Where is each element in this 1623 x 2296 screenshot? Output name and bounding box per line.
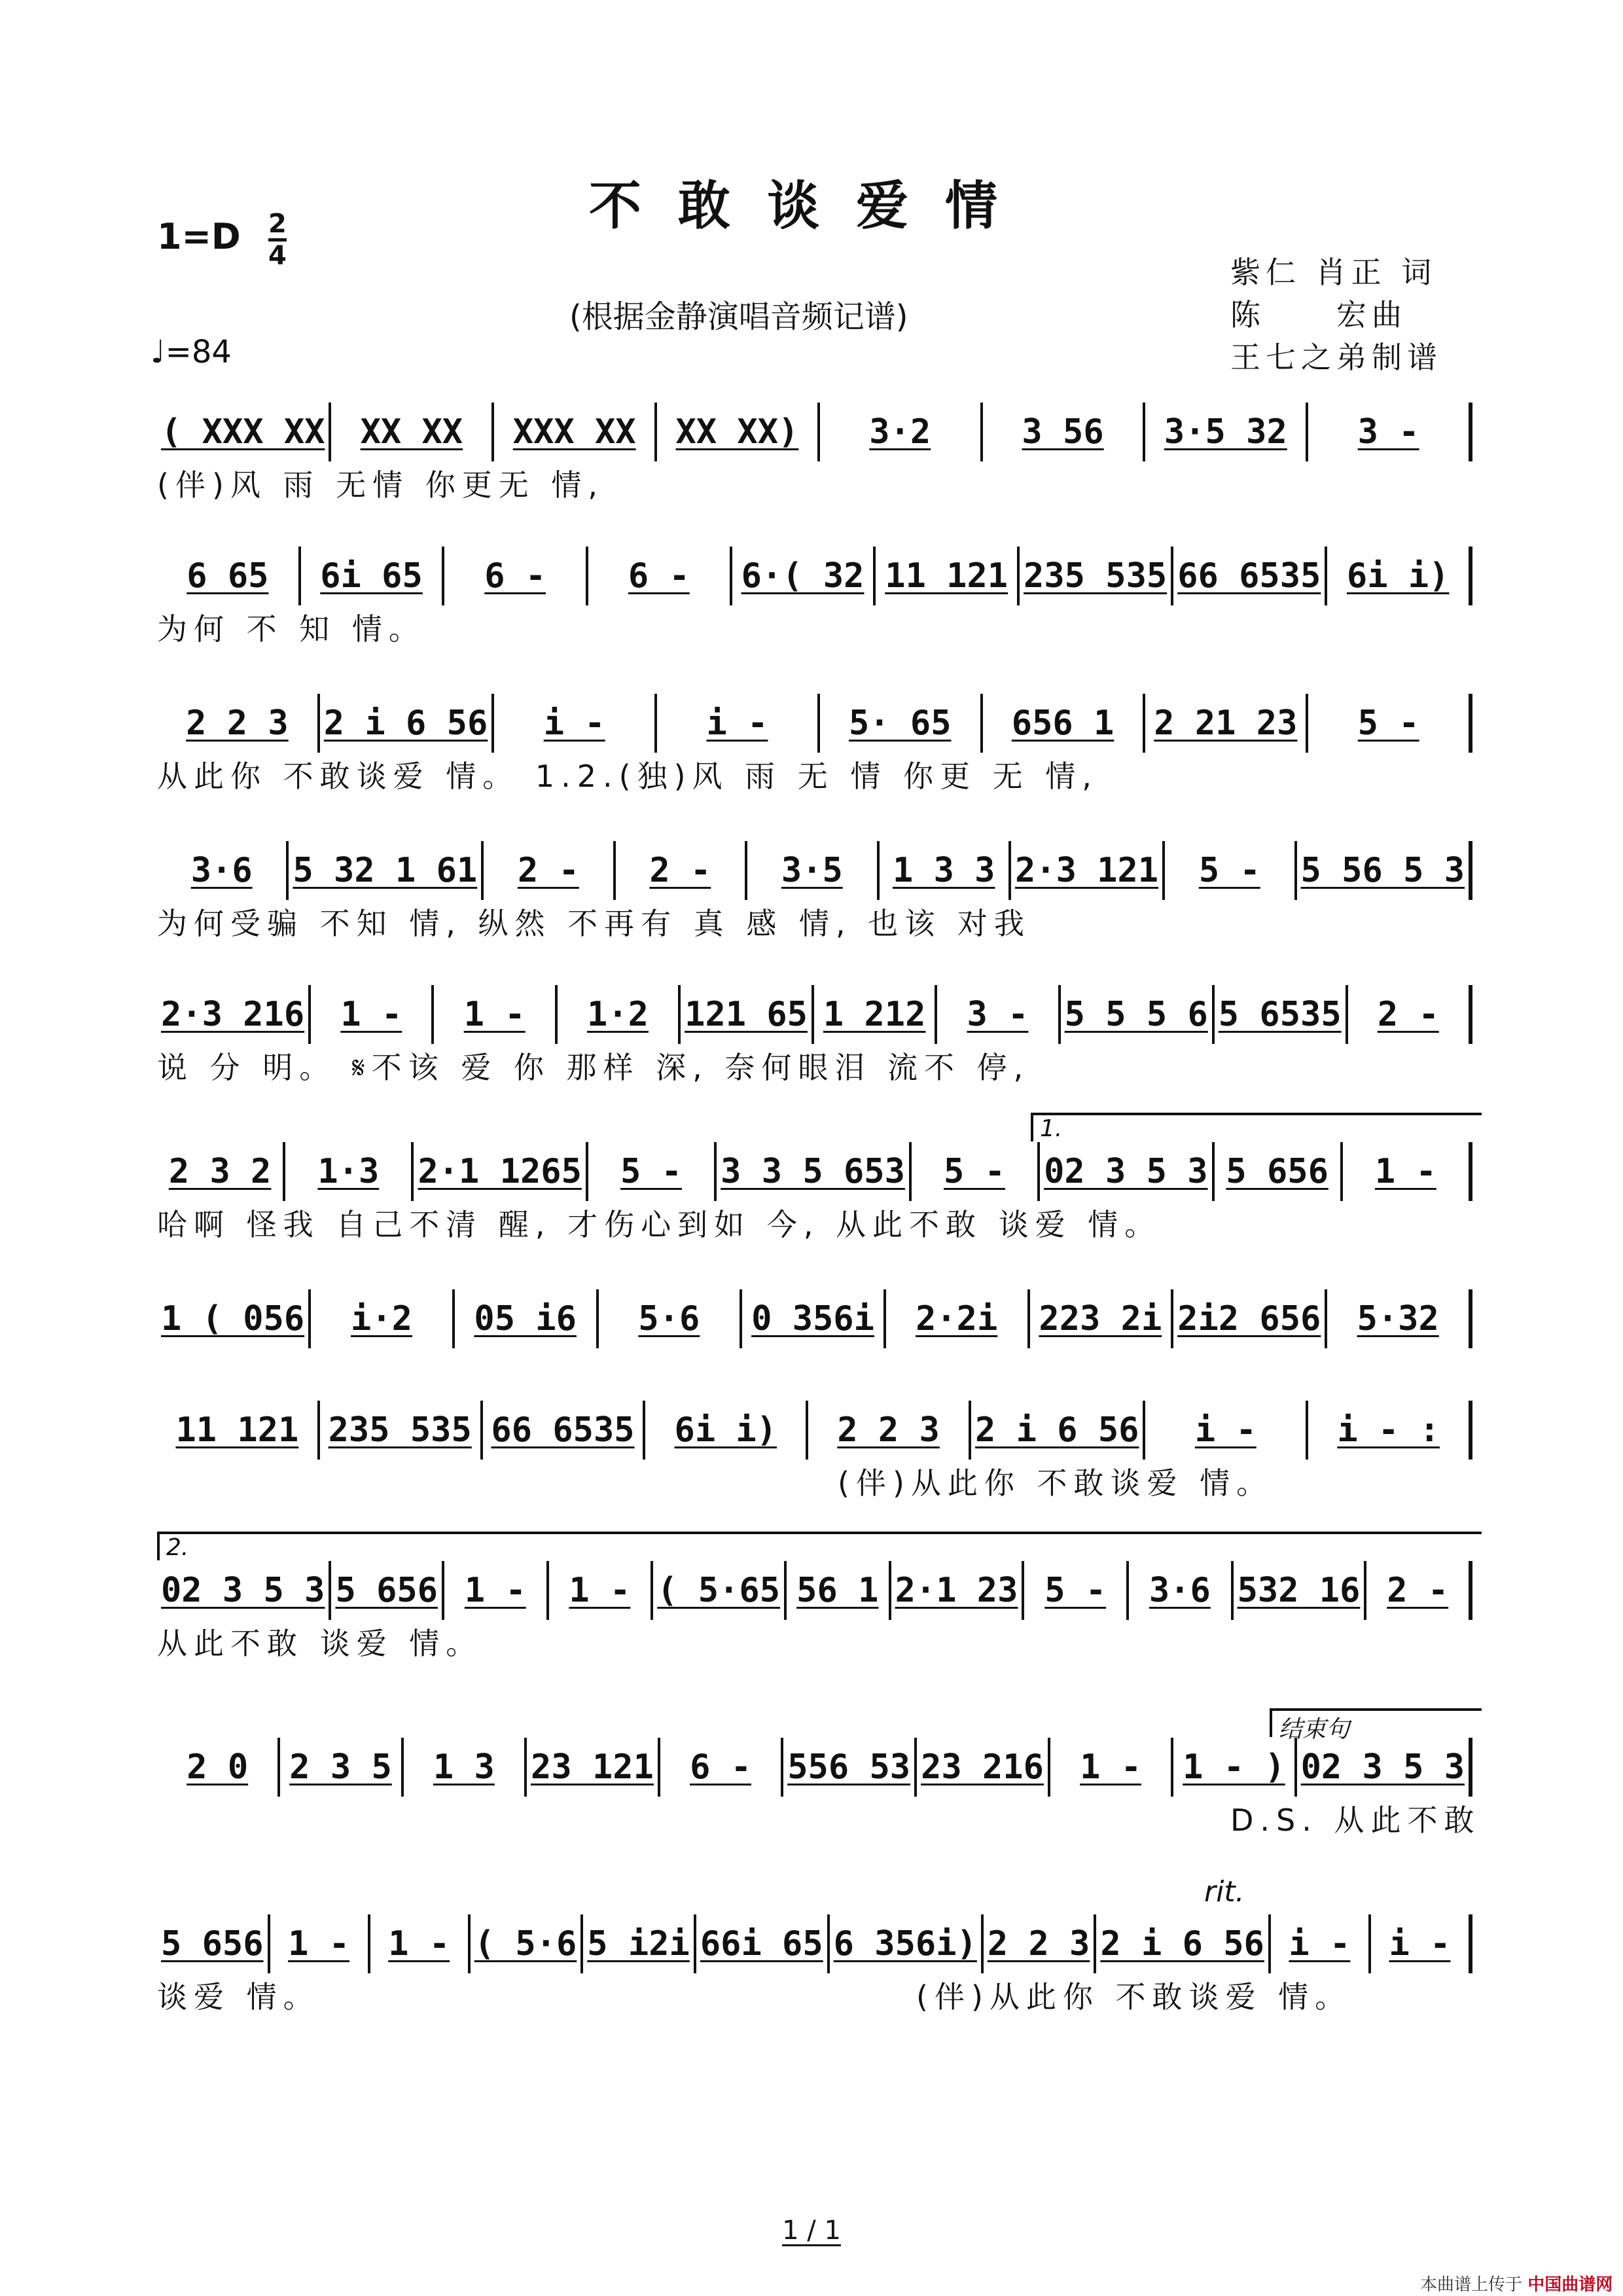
measure [732,547,876,605]
measure-notes: 2 2 3 [987,1924,1090,1964]
note-row [157,1142,1472,1201]
measure [157,1401,320,1460]
key-signature: 1=D [157,216,241,257]
measure-notes: 5 56 5 3 [1300,851,1465,890]
measure-notes: i·2 [351,1299,412,1338]
measure [444,1561,549,1620]
note-row [157,841,1472,900]
measure [657,403,820,461]
tempo-marking: ♩=84 [151,334,232,370]
measure [370,1914,471,1973]
measure-notes: 3 56 [1022,412,1104,452]
note-row [157,403,1472,461]
note-row [157,1914,1472,1973]
measure [1215,985,1348,1044]
measure-notes: 6i i) [674,1410,777,1450]
measure [588,1142,717,1201]
subtitle: (根据金静演唱音频记谱) [569,298,908,335]
measure [320,1401,483,1460]
measure-notes: 3·6 [190,851,253,890]
lyricist-credit: 紫仁 肖正 词 [1230,255,1437,290]
score-line [157,1289,1472,1361]
measure [1327,547,1472,605]
measure [1173,1738,1296,1797]
measure [484,841,615,900]
coda-label: 结束句 [1270,1708,1482,1737]
lyric-line: (伴)从此你 不敢谈爱 情。 [838,1465,1274,1501]
measure-notes: 5 - [1198,851,1260,890]
measure [599,1289,743,1348]
measure-notes: 23 216 [921,1748,1044,1787]
measure-notes: 2 21 23 [1154,704,1298,743]
measure-notes: 556 53 [787,1748,911,1787]
measure [937,985,1060,1044]
measure-notes: 2 - [649,851,711,890]
measure-notes: 2i2 656 [1177,1299,1321,1338]
measure [1308,403,1472,461]
lyric-line: 为何受骗 不知 情, 纵然 不再有 真 感 情, 也该 对我 [157,906,1031,941]
measure-notes: 2 3 5 [289,1748,392,1787]
measure-notes: 6 - [484,556,546,596]
measure [717,1142,912,1201]
measure [742,1289,886,1348]
measure-notes: 1 - ) [1183,1748,1285,1787]
measure-notes: 1 - [388,1924,450,1964]
measure-notes: 3 3 5 653 [721,1152,905,1191]
measure [660,1738,783,1797]
site-logo-text: 中国曲谱网 [1527,2275,1613,2295]
lyric-line: 为何 不 知 情。 [157,611,425,647]
measure-notes: 6·( 32 [741,556,865,596]
measure [1234,1561,1367,1620]
measure-notes: XX XX) [675,412,799,452]
measure [157,547,301,605]
lyric-line: 说 分 明。 𝄋不该 爱 你 那样 深, 奈何眼泪 流不 停, [157,1050,1030,1085]
lyric-line-left: 谈爱 情。 [157,1979,320,2015]
measure [558,985,681,1044]
page-title: 不敢谈爱情 [589,175,1034,236]
measure-notes: 5·32 [1357,1299,1439,1338]
measure-notes: 6 356i) [833,1924,977,1964]
measure-notes: 1 - [1374,1152,1436,1191]
note-row [157,547,1472,605]
measure-notes: 3 - [967,995,1029,1034]
measure [285,1142,414,1201]
measure-notes: 2 3 2 [168,1152,272,1191]
lyric-line: (伴)从此你 不敢谈爱 情。 [916,1979,1352,2015]
measure [912,1142,1040,1201]
measure-notes: i - [1194,1410,1257,1450]
measure-notes: 1 3 [433,1748,495,1787]
measure-notes: 2 2 3 [837,1410,940,1450]
measure [588,547,732,605]
measure-notes: 2 - [1387,1571,1449,1610]
measure-notes: 1 - [1080,1748,1142,1787]
measure-notes: 11 121 [175,1410,299,1450]
measure [1308,694,1472,753]
measure [549,1561,654,1620]
measure [157,1142,285,1201]
lyric-line: 从此不敢 谈爱 情。 [157,1626,483,1661]
measure [1308,1401,1472,1460]
measure-notes: 23 121 [531,1748,654,1787]
measure-notes: 5 32 1 61 [293,851,478,890]
measure [1327,1289,1472,1348]
volta-bracket: 1. [1031,1113,1482,1141]
measure-notes: 2 i 6 56 [974,1410,1139,1450]
arranger-credit: 王七之弟制谱 [1230,340,1442,375]
measure [1145,694,1308,753]
measure-notes: 2·2i [916,1299,998,1338]
measure-notes: 3 - [1357,412,1419,452]
measure-notes: 5 6535 [1218,995,1342,1034]
measure [653,1561,787,1620]
measure [289,841,484,900]
measure-notes: 1 - [569,1571,631,1610]
measure [1215,1142,1343,1201]
measure [157,841,289,900]
measure [404,1738,527,1797]
measure [830,1914,984,1973]
measure [971,1401,1145,1460]
measure [681,985,814,1044]
measure [331,1561,444,1620]
measure-notes: 532 16 [1237,1571,1361,1610]
measure [1297,841,1472,900]
lyric-line: (伴)风 雨 无情 你更无 情, [157,467,605,503]
measure-notes: 1 212 [823,995,926,1034]
measure-notes: 2·3 216 [161,995,305,1034]
measure [886,1289,1030,1348]
measure-notes: 6 65 [187,556,269,596]
measure-notes: 6 - [628,556,690,596]
measure [1096,1914,1270,1973]
measure [157,1738,280,1797]
measure-notes: 5 - [620,1152,682,1191]
measure [471,1914,584,1973]
measure-notes: 1 3 3 [892,851,995,890]
measure [157,985,311,1044]
measure [1011,841,1165,900]
measure-notes: 2 2 3 [186,704,289,743]
measure [984,1914,1097,1973]
measure [280,1738,403,1797]
note-row [157,985,1472,1044]
measure-notes: 02 3 5 3 [1300,1748,1465,1787]
page-number-text: 1 / 1 [782,2215,841,2246]
measure-notes: 3·5 [781,851,843,890]
measure-notes: 5 - [944,1152,1005,1191]
measure-notes: 235 535 [1024,556,1168,596]
measure [494,694,657,753]
measure-notes: 6i 65 [320,556,423,596]
measure-notes: 2 - [1377,995,1439,1034]
page-number [0,2215,1623,2246]
measure [820,694,983,753]
measure-notes: 1 - [464,1571,526,1610]
measure-notes: 5 656 [1226,1152,1329,1191]
measure-notes: 5· 65 [848,704,952,743]
measure [494,403,657,461]
measure [444,547,588,605]
measure [157,403,331,461]
measure [820,403,983,461]
volta-bracket: 2. [157,1532,1482,1560]
upload-note: 本曲谱上传于 [1420,2275,1523,2295]
measure-notes: 1·3 [317,1152,380,1191]
measure [880,841,1011,900]
measure [616,841,747,900]
measure-notes: 2·1 1265 [418,1152,582,1191]
measure [434,985,557,1044]
measure [311,985,434,1044]
measure [157,1914,270,1973]
measure [1020,547,1173,605]
measure-notes: 5 656 [335,1571,438,1610]
measure [1348,985,1472,1044]
measure-notes: 02 3 5 3 [161,1571,325,1610]
measure [1030,1289,1174,1348]
measure-notes: 6i i) [1346,556,1450,596]
measure-notes: 2 i 6 56 [323,704,488,743]
note-row [157,1738,1472,1797]
measure-notes: 5 i2i [587,1924,690,1964]
measure-notes: 5 - [1044,1571,1107,1610]
measure [696,1914,830,1973]
tempo-change-marking: rit. [1204,1875,1245,1909]
measure-notes: 5 - [1357,704,1419,743]
measure-notes: 6 - [690,1748,751,1787]
measure [983,694,1146,753]
measure-notes: 2 i 6 56 [1100,1924,1264,1964]
measure [1173,547,1327,605]
measure-notes: XXX XX [512,412,636,452]
note-row [157,694,1472,753]
measure [1173,1289,1327,1348]
measure-notes: 56 1 [796,1571,879,1610]
measure-notes: ( 5·6 [474,1924,577,1964]
measure-notes: 5 656 [161,1924,264,1964]
measure-notes: i - [1289,1924,1351,1964]
time-sig-bottom: 4 [268,241,287,271]
measure [783,1738,917,1797]
measure-notes: 2·3 121 [1014,851,1159,890]
measure [1371,1914,1472,1973]
measure-notes: 3·5 32 [1164,412,1287,452]
composer-credit: 陈 宏曲 [1230,297,1407,332]
measure [787,1561,891,1620]
measure-notes: 11 121 [885,556,1008,596]
measure [483,1401,646,1460]
measure [1145,1401,1308,1460]
measure [414,1142,588,1201]
time-signature [268,211,287,269]
measure [311,1289,455,1348]
measure [1343,1142,1472,1201]
measure [1050,1738,1173,1797]
measure-notes: 1 - [340,995,402,1034]
measure-notes: 2 0 [187,1748,249,1787]
measure-notes: ( 5·65 [657,1571,780,1610]
measure-notes: 223 2i [1039,1299,1162,1338]
measure-notes: 1·2 [587,995,649,1034]
measure [1061,985,1215,1044]
measure [645,1401,808,1460]
lyric-line: 哈啊 怪我 自己不清 醒, 才伤心到如 今, 从此不敢 谈爱 情。 [157,1207,1162,1242]
measure [1165,841,1296,900]
note-row [157,1289,1472,1348]
measure-notes: 1 - [288,1924,350,1964]
measure-notes: ( XXX XX [161,412,325,452]
measure-notes: i - : [1337,1410,1440,1450]
measure-notes: 66i 65 [700,1924,823,1964]
measure-notes: 0 356i [751,1299,874,1338]
measure [657,694,820,753]
measure [157,1289,311,1348]
measure-notes: 66 6535 [491,1410,635,1450]
measure-notes: 3·2 [869,412,931,452]
measure-notes: 5·6 [638,1299,700,1338]
measure [157,1561,331,1620]
measure [876,547,1020,605]
measure [983,403,1146,461]
measure-notes: 02 3 5 3 [1044,1152,1208,1191]
measure [1040,1142,1214,1201]
measure [320,694,494,753]
measure [808,1401,971,1460]
measure [301,547,445,605]
measure [747,841,879,900]
site-watermark [1420,2271,1613,2295]
measure [891,1561,1025,1620]
measure-notes: 3·6 [1149,1571,1211,1610]
measure [814,985,937,1044]
measure [1129,1561,1234,1620]
measure [1145,403,1308,461]
measure-notes: 1 ( 056 [161,1299,305,1338]
score-line [157,1401,1472,1473]
measure [583,1914,696,1973]
measure [1024,1561,1129,1620]
measure-notes: 2·1 23 [895,1571,1018,1610]
measure-notes: i - [543,704,605,743]
measure [1297,1738,1472,1797]
measure-notes: 05 i6 [474,1299,577,1338]
measure-notes: 66 6535 [1177,556,1321,596]
measure-notes: XX XX [360,412,463,452]
lyric-line: D.S. 从此不敢 [1230,1803,1481,1838]
time-sig-top: 2 [268,211,287,242]
lyric-line: 从此你 不敢谈爱 情。 1.2.(独)风 雨 无 情 你更 无 情, [157,759,1098,794]
note-row [157,1561,1472,1620]
measure-notes: 1 - [463,995,526,1034]
measure [270,1914,370,1973]
measure [917,1738,1050,1797]
measure-notes: 235 535 [328,1410,472,1450]
measure-notes: 5 5 5 6 [1064,995,1208,1034]
measure-notes: 656 1 [1011,704,1115,743]
measure-notes: i - [1389,1924,1451,1964]
measure [157,694,320,753]
measure [1366,1561,1472,1620]
measure [455,1289,599,1348]
measure-notes: 121 65 [685,995,808,1034]
note-row [157,1401,1472,1460]
measure [527,1738,660,1797]
measure [1271,1914,1371,1973]
measure [331,403,494,461]
measure-notes: i - [706,704,768,743]
measure-notes: 2 - [517,851,579,890]
